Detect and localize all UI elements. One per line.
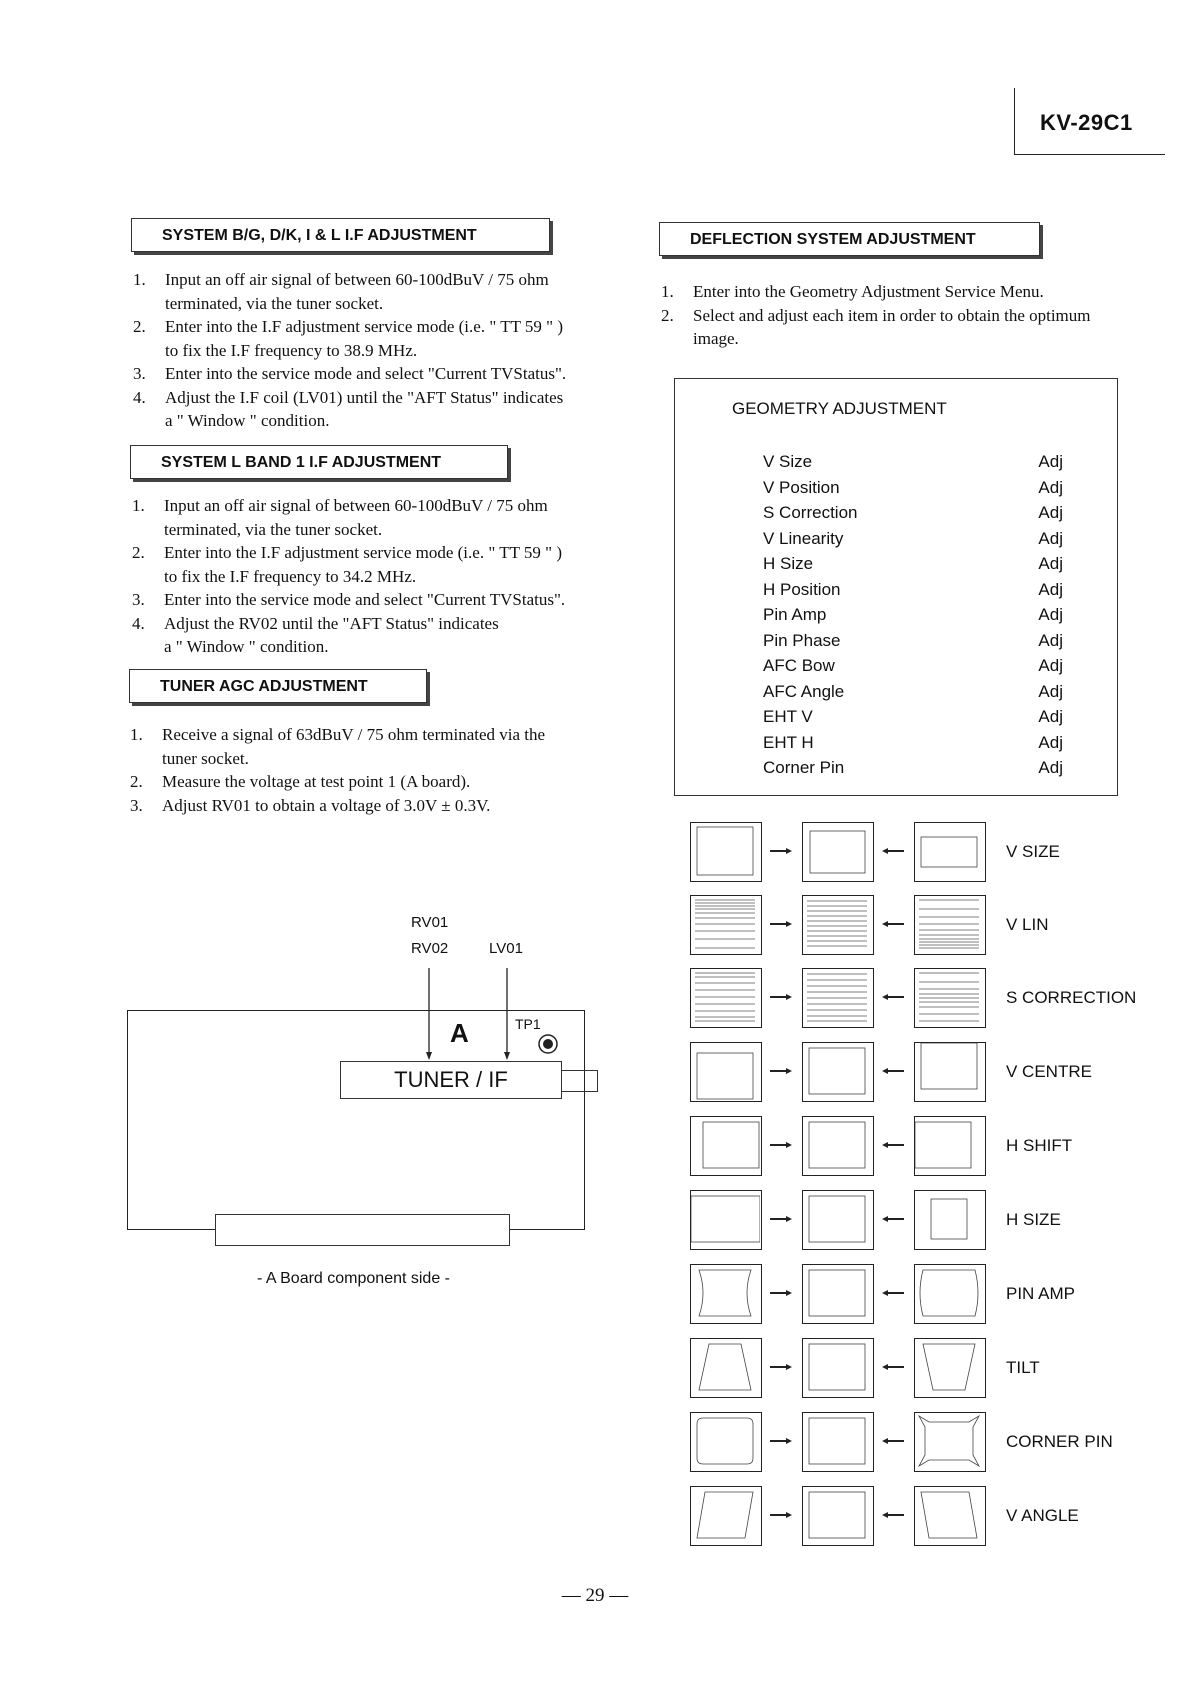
geometry-item: V Linearity Adj [763,528,1063,548]
steps-bg [133,268,643,433]
screen-correct [802,968,874,1028]
model-header [1014,88,1165,155]
screen-after [914,1486,986,1546]
step: 3. Enter into the service mode and select "Current TVStatus". [132,590,566,609]
steps-lband [132,494,642,659]
diagram-pin-amp [684,1264,1164,1326]
arrow-right-icon [770,1438,792,1444]
diagram-corner-pin [684,1412,1164,1474]
diagram-label: H SIZE [1006,1210,1061,1229]
board-caption: - A Board component side - [257,1270,450,1287]
screen-before [690,1116,762,1176]
arrow-right-icon [770,1068,792,1074]
diagram-v-centre [684,1042,1164,1104]
screen-before [690,1486,762,1546]
screen-after [914,1190,986,1250]
geometry-item: H Size Adj [763,554,1063,573]
diagram-label: V SIZE [1006,842,1060,861]
arrow-right-icon [770,1216,792,1222]
screen-after [914,1338,986,1398]
step: 1. Input an off air signal of between 60-100dBuV / 75 ohm terminated, via the tuner socket. [132,496,548,539]
step: 2. Enter into the I.F adjustment service mode (i.e. " TT 59 " ) to fix the I.F frequency to 34.2 MHz. [132,543,563,586]
screen-before [690,822,762,882]
geometry-item: Corner Pin Adj [763,758,1063,777]
screen-correct [802,1338,874,1398]
arrow-right-icon [770,994,792,1000]
steps-agc [130,723,640,817]
arrow-right-icon [770,848,792,854]
geometry-title: GEOMETRY ADJUSTMENT [732,399,947,418]
screen-before [690,968,762,1028]
arrow-right-icon [770,1364,792,1370]
arrow-left-icon [882,994,904,1000]
arrow-left-icon [882,1068,904,1074]
geometry-item: Pin Phase Adj [763,630,1063,650]
arrow-left-icon [882,1364,904,1370]
step: 2. Enter into the I.F adjustment service mode (i.e. " TT 59 " ) to fix the I.F frequency to 38.9 MHz. [133,317,564,360]
geometry-menu [674,378,1118,796]
screen-before [690,1338,762,1398]
screen-correct [802,1486,874,1546]
arrow-right-icon [770,1512,792,1518]
diagram-label: TILT [1006,1358,1040,1377]
tuner-connector [561,1070,598,1092]
geometry-item: V Position Adj [763,477,1063,497]
screen-before [690,1042,762,1102]
screen-after [914,1116,986,1176]
geometry-item: H Position Adj [763,579,1063,599]
screen-correct [802,822,874,882]
diagram-s-correction [684,968,1164,1030]
tuner-if-block: TUNER / IF [340,1061,562,1099]
step: 3. Adjust RV01 to obtain a voltage of 3.0V ± 0.3V. [130,795,491,815]
diagram-label: V LIN [1006,915,1049,934]
diagram-v-size [684,822,1164,884]
tp1-label: TP1 [515,1016,541,1032]
geometry-item: Pin Amp Adj [763,605,1063,624]
screen-before [690,1264,762,1324]
section-title-lband: SYSTEM L BAND 1 I.F ADJUSTMENT [130,445,508,479]
lv01-label: LV01 [489,940,523,957]
geometry-item: V Size Adj [763,452,1063,471]
screen-correct [802,1042,874,1102]
model-number: KV-29C1 [1040,110,1133,135]
diagram-label: PIN AMP [1006,1284,1075,1303]
steps-deflection [661,280,1181,351]
arrow-left-icon [882,921,904,927]
section-title-agc: TUNER AGC ADJUSTMENT [129,669,427,703]
screen-correct [802,1116,874,1176]
rv01-label: RV01 [411,914,449,931]
screen-correct [802,1264,874,1324]
screen-before [690,895,762,955]
screen-after [914,1042,986,1102]
arrow-right-icon [770,1290,792,1296]
step: 1. Enter into the Geometry Adjustment Service Menu. [661,282,1044,301]
test-point-icon [536,1032,560,1056]
screen-after [914,1412,986,1472]
board-letter: A [450,1018,469,1048]
step: 1. Input an off air signal of between 60-100dBuV / 75 ohm terminated, via the tuner socket. [133,270,549,313]
arrow-left-icon [882,1142,904,1148]
diagram-v-lin [684,895,1164,957]
diagram-label: CORNER PIN [1006,1432,1113,1451]
arrow-left-icon [882,1290,904,1296]
rv02-label: RV02 [411,940,449,957]
arrow-left-icon [882,1512,904,1518]
screen-before [690,1412,762,1472]
diagram-label: V ANGLE [1006,1506,1079,1525]
screen-correct [802,1190,874,1250]
screen-after [914,1264,986,1324]
arrow-left-icon [882,848,904,854]
screen-after [914,968,986,1028]
geometry-item: S Correction Adj [763,503,1063,522]
geometry-item: EHT H Adj [763,732,1063,752]
section-title-deflection: DEFLECTION SYSTEM ADJUSTMENT [659,222,1040,256]
arrow-left-icon [882,1216,904,1222]
diagram-label: V CENTRE [1006,1062,1092,1081]
geometry-list [763,449,1063,781]
arrow-left-icon [882,1438,904,1444]
step: 3. Enter into the service mode and select "Current TVStatus". [133,364,567,383]
screen-after [914,822,986,882]
arrow-right-icon [770,1142,792,1148]
diagram-v-angle [684,1486,1164,1548]
screen-before [690,1190,762,1250]
geometry-item: EHT V Adj [763,707,1063,726]
board-connector [215,1214,510,1246]
step: 4. Adjust the RV02 until the "AFT Status" indicates a " Window " condition. [132,613,499,656]
diagram-label: S CORRECTION [1006,988,1137,1007]
diagram-tilt [684,1338,1164,1400]
section-title-bg: SYSTEM B/G, D/K, I & L I.F ADJUSTMENT [131,218,550,252]
step: 2. Select and adjust each item in order to obtain the optimum image. [661,305,1091,348]
a-board-outline [127,1010,585,1230]
screen-correct [802,895,874,955]
screen-after [914,895,986,955]
page-number: — 29 — [561,1585,629,1606]
geometry-item: AFC Angle Adj [763,681,1063,701]
screen-correct [802,1412,874,1472]
step: 4. Adjust the I.F coil (LV01) until the "AFT Status" indicates a " Window " condition. [133,387,564,430]
diagram-label: H SHIFT [1006,1136,1073,1155]
geometry-item: AFC Bow Adj [763,656,1063,675]
step: 2. Measure the voltage at test point 1 (A board). [130,772,471,791]
diagram-h-size [684,1190,1164,1252]
arrow-right-icon [770,921,792,927]
diagram-h-shift [684,1116,1164,1178]
step: 1. Receive a signal of 63dBuV / 75 ohm terminated via the tuner socket. [130,725,546,768]
